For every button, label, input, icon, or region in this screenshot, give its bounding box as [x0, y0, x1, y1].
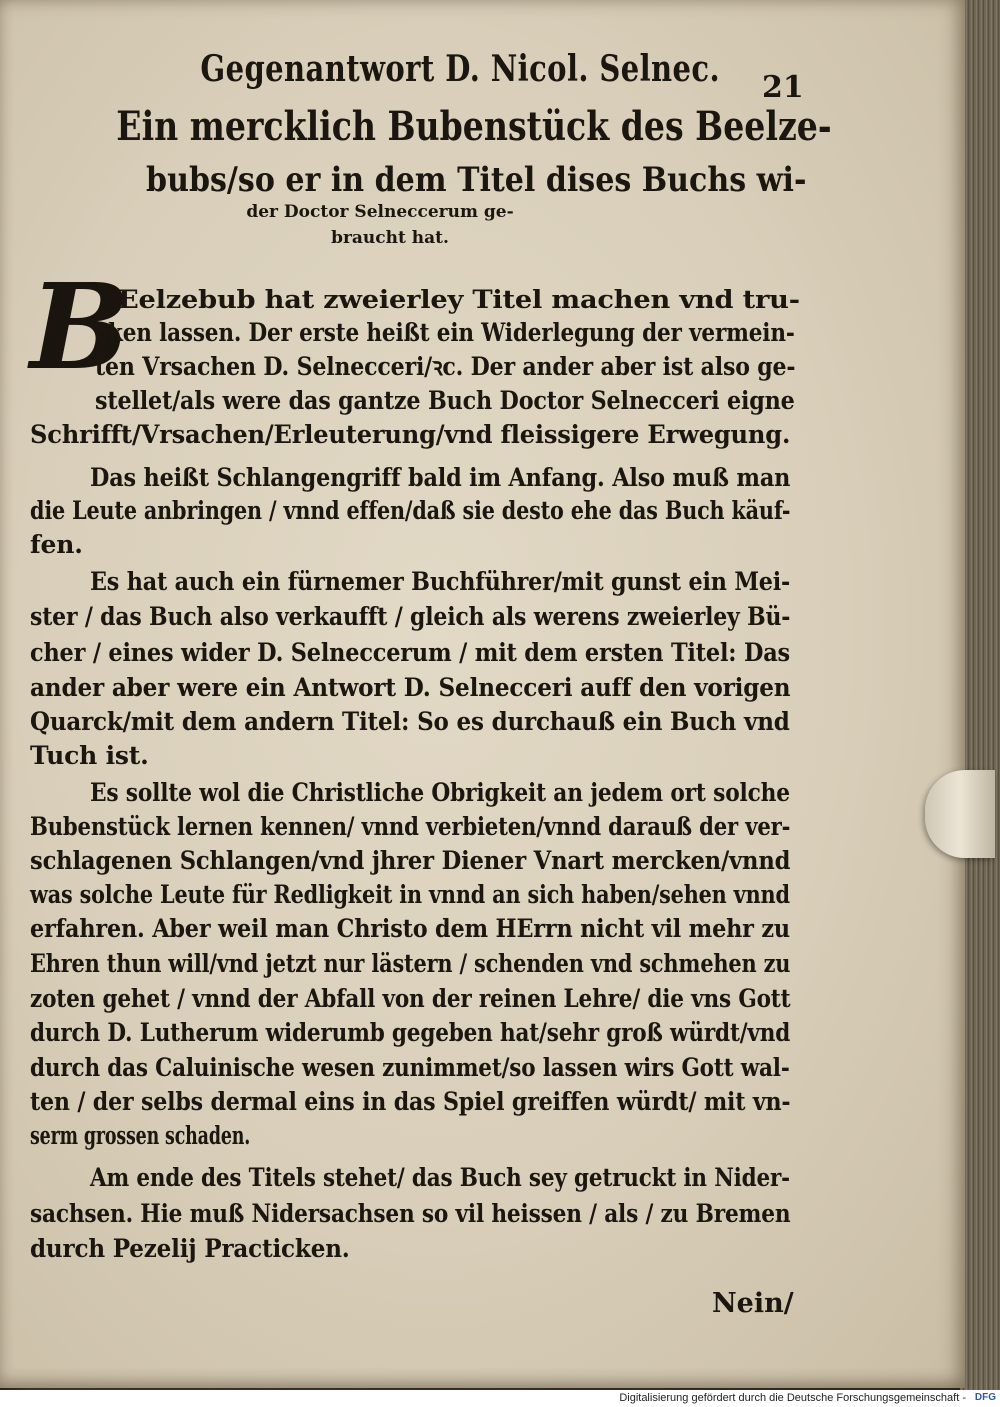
body-line: Bubenstück lernen kennen/ vnnd verbieten/vnnd darauß der ver-	[30, 812, 791, 841]
body-line: cken lassen. Der erste heißt ein Widerlegung der vermein-	[95, 318, 795, 347]
body-line: ten Vrsachen D. Selnecceri/ꝛc. Der ander aber ist also ge-	[95, 352, 796, 381]
body-line: zoten gehet / vnnd der Abfall von der reinen Lehre/ die vns Gott	[30, 984, 791, 1013]
body-line: durch das Caluinische wesen zunimmet/so lassen wirs Gott wal-	[30, 1053, 790, 1082]
dfg-logo: DFG	[974, 1392, 996, 1403]
body-line: Es hat auch ein fürnemer Buchführer/mit gunst ein Mei-	[90, 567, 791, 596]
body-line: fen.	[30, 530, 83, 559]
body-line: Eelzebub hat zweierley Titel machen vnd tru-	[118, 285, 800, 314]
digitization-footer	[0, 1390, 1000, 1407]
body-line: Am ende des Titels stehet/ das Buch sey getruckt in Nider-	[90, 1163, 790, 1192]
title-line-3: der Doctor Selneccerum ge-	[246, 202, 514, 222]
catchword: Nein/	[712, 1288, 794, 1319]
page-edges	[960, 0, 1000, 1390]
body-line: Ehren thun will/vnd jetzt nur lästern / schenden vnd schmehen zu	[30, 949, 791, 978]
footer-credit: Digitalisierung gefördert durch die Deutsche Forschungsgemeinschaft -	[619, 1392, 966, 1404]
body-line: ten / der selbs dermal eins in das Spiel greiffen würdt/ mit vn-	[30, 1087, 791, 1116]
body-line: Quarck/mit dem andern Titel: So es durchauß ein Buch vnd	[30, 707, 790, 736]
body-line: ster / das Buch also verkaufft / gleich als werens zweierley Bü-	[30, 602, 791, 631]
body-line: durch D. Lutherum widerumb gegeben hat/sehr groß würdt/vnd	[30, 1018, 791, 1047]
title-line-4: braucht hat.	[331, 228, 449, 248]
body-line: Das heißt Schlangengriff bald im Anfang. Also muß man	[90, 463, 791, 492]
title-line-2: bubs/so er in dem Titel dises Buchs wi-	[146, 160, 807, 200]
body-line: sachsen. Hie muß Nidersachsen so vil heissen / als / zu Bremen	[30, 1199, 791, 1228]
body-line: serm grossen schaden.	[30, 1121, 251, 1150]
body-line: Tuch ist.	[30, 741, 149, 770]
drop-cap: B	[30, 257, 130, 396]
running-head: Gegenantwort D. Nicol. Selnec.	[200, 48, 721, 90]
body-line: Schrifft/Vrsachen/Erleuterung/vnd fleissigere Erwegung.	[30, 420, 791, 449]
body-line: die Leute anbringen / vnnd effen/daß sie desto ehe das Buch käuf-	[30, 496, 791, 525]
body-line: stellet/als were das gantze Buch Doctor Selnecceri eigne	[95, 386, 795, 415]
body-line: durch Pezelij Practicken.	[30, 1234, 350, 1263]
body-line: cher / eines wider D. Selneccerum / mit dem ersten Titel: Das	[30, 638, 790, 667]
body-line: schlagenen Schlangen/vnd jhrer Diener Vnart mercken/vnnd	[30, 846, 791, 875]
body-line: Es sollte wol die Christliche Obrigkeit an jedem ort solche	[90, 778, 790, 807]
title-line-1: Ein mercklich Bubenstück des Beelze-	[116, 103, 832, 150]
body-line: erfahren. Aber weil man Christo dem HErrn nicht vil mehr zu	[30, 914, 790, 943]
page-number: 21	[762, 70, 804, 105]
body-line: was solche Leute für Redligkeit in vnnd an sich haben/sehen vnnd	[30, 880, 790, 909]
book-clasp	[925, 770, 995, 858]
body-line: ander aber were ein Antwort D. Selnecceri auff den vorigen	[30, 673, 791, 702]
